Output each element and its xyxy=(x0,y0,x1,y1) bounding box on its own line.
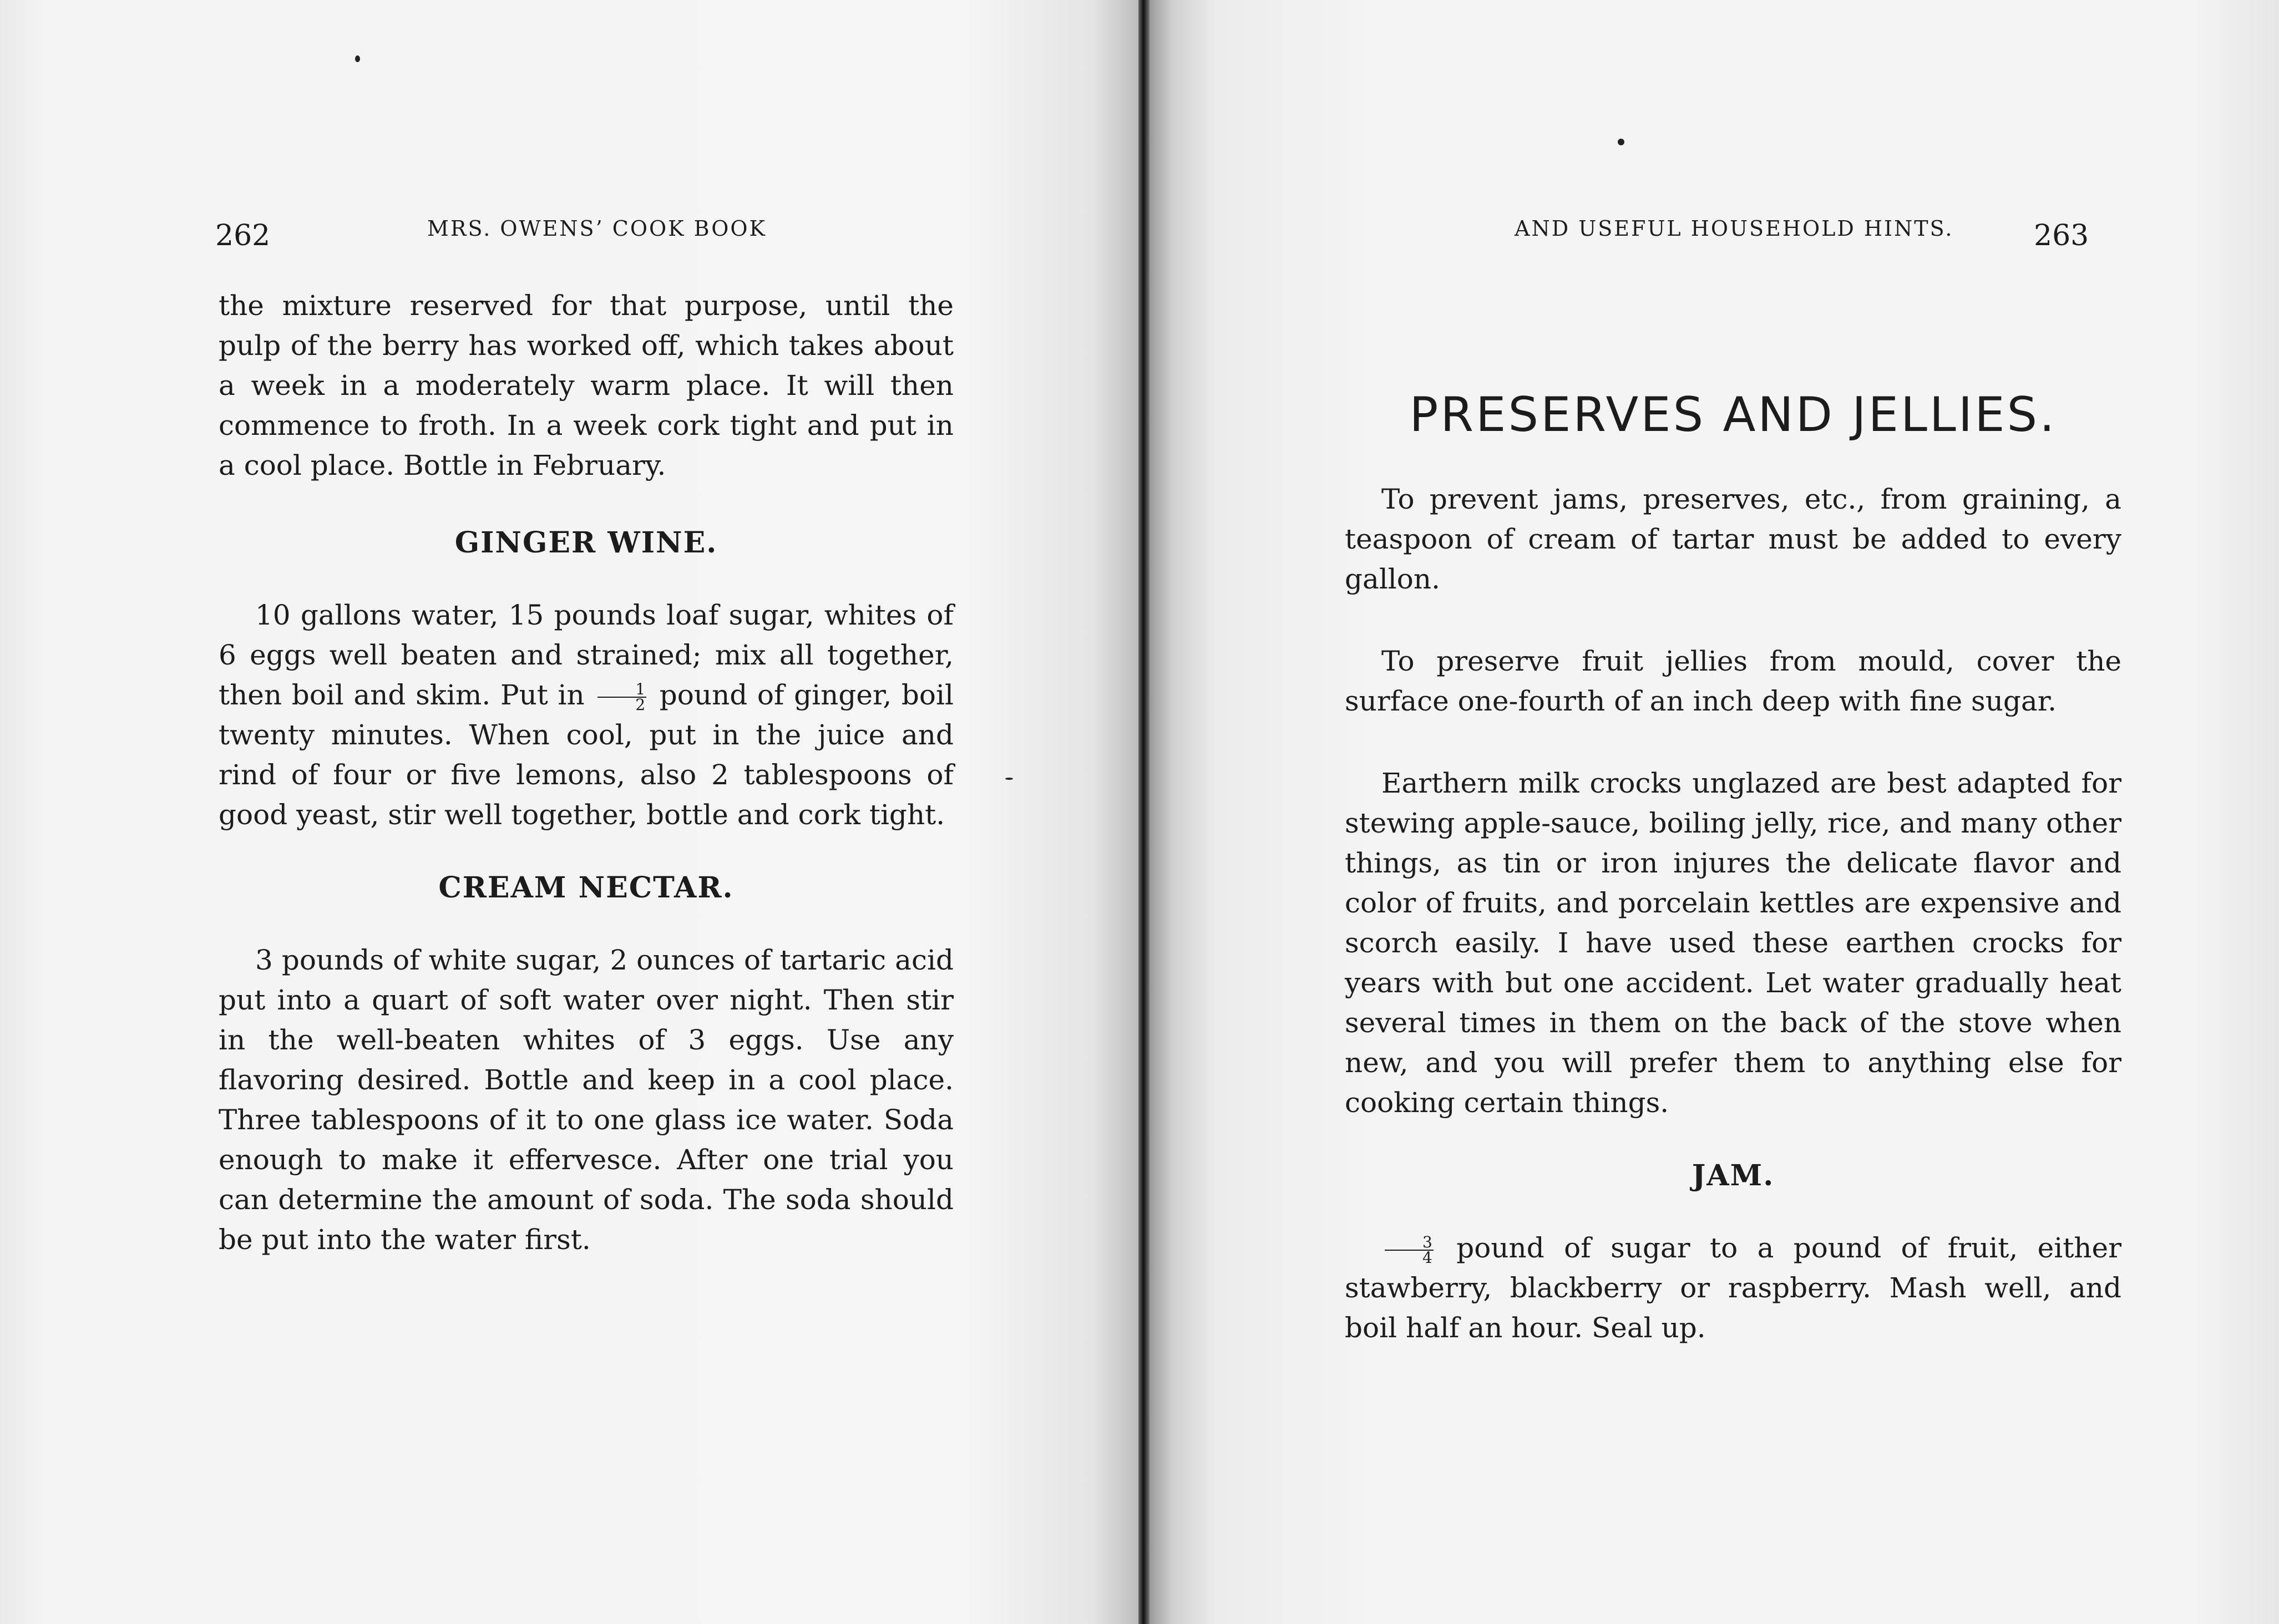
ginger-wine-recipe xyxy=(219,595,954,835)
page-number-left: 262 xyxy=(215,219,271,252)
fraction-three-quarters-denominator: 4 xyxy=(1422,1249,1432,1267)
ink-speck xyxy=(1618,139,1624,145)
cream-nectar-heading: CREAM NECTAR. xyxy=(438,871,734,905)
fraction-half-denominator: 2 xyxy=(635,696,646,714)
continuation-paragraph: the mixture reserved for that purpose, until the pulp of the berry has worked off, which takes about a week in a moderately warm place. It will then commence to froth. In a week cork tight and put in a cool place. Bottle in February. xyxy=(219,290,954,481)
running-head-left: MRS. OWENS’ COOK BOOK xyxy=(427,216,767,241)
cream-nectar-recipe: 3 pounds of white sugar, 2 ounces of tartaric acid put into a quart of soft water over night. Then stir in the well-beaten whites of 3 eggs. Use any flavoring desired. Bottle and keep in a cool place. Three tablespoons of it to one glass ice water. Soda enough to make it effervesce. After one trial you can determine the amount of soda. The soda should be put into the water first. xyxy=(219,944,954,1256)
right-page xyxy=(1149,0,2279,1624)
fraction-half-numerator: 1 xyxy=(597,682,646,698)
left-page xyxy=(0,0,1138,1624)
ink-speck xyxy=(355,55,360,62)
fraction-three-quarters-numerator: 3 xyxy=(1385,1235,1434,1251)
ginger-wine-text-start: 10 gallons water, 15 pounds loaf sugar, whites of 6 eggs well beaten and strained; mix all together, then boil and skim. Put in xyxy=(219,599,954,711)
paragraph-graining: To prevent jams, preserves, etc., from graining, a teaspoon of cream of tartar must be added to every gallon. xyxy=(1345,483,2121,595)
jam-heading: JAM. xyxy=(1691,1159,1775,1192)
page-number-right: 263 xyxy=(2034,219,2089,252)
ginger-wine-text-end: pound of ginger, boil twenty minutes. When cool, put in the juice and rind of four or five lemons, also 2 tablespoons of good yeast, stir well together, bottle and cork tight. xyxy=(219,679,954,831)
ink-speck xyxy=(1005,778,1013,780)
right-page-text xyxy=(1345,387,2121,1348)
fraction-three-quarters xyxy=(1385,1235,1434,1265)
book-spine xyxy=(1138,0,1149,1624)
fraction-half xyxy=(597,682,646,712)
paragraph-crocks: Earthern milk crocks unglazed are best adapted for stewing apple-sauce, boiling jelly, rice, and many other things, as tin or iron injures the delicate flavor and color of fruits, and porcelain kettles are expensive and scorch easily. I have used these earthen crocks for years with but one accident. Let water gradually heat several times in them on the back of the stove when new, and you will prefer them to anything else for cooking certain things. xyxy=(1345,767,2121,1119)
jam-recipe xyxy=(1345,1228,2121,1348)
paragraph-mould: To preserve fruit jellies from mould, cover the surface one-fourth of an inch deep with fine sugar. xyxy=(1345,645,2121,717)
left-page-text xyxy=(219,286,954,1260)
chapter-title: PRESERVES AND JELLIES. xyxy=(1409,387,2057,443)
jam-text: pound of sugar to a pound of fruit, either stawberry, blackberry or raspberry. Mash well, and boil half an hour. Seal up. xyxy=(1345,1232,2121,1344)
ginger-wine-heading: GINGER WINE. xyxy=(454,526,718,560)
running-head-right: AND USEFUL HOUSEHOLD HINTS. xyxy=(1515,216,1954,241)
